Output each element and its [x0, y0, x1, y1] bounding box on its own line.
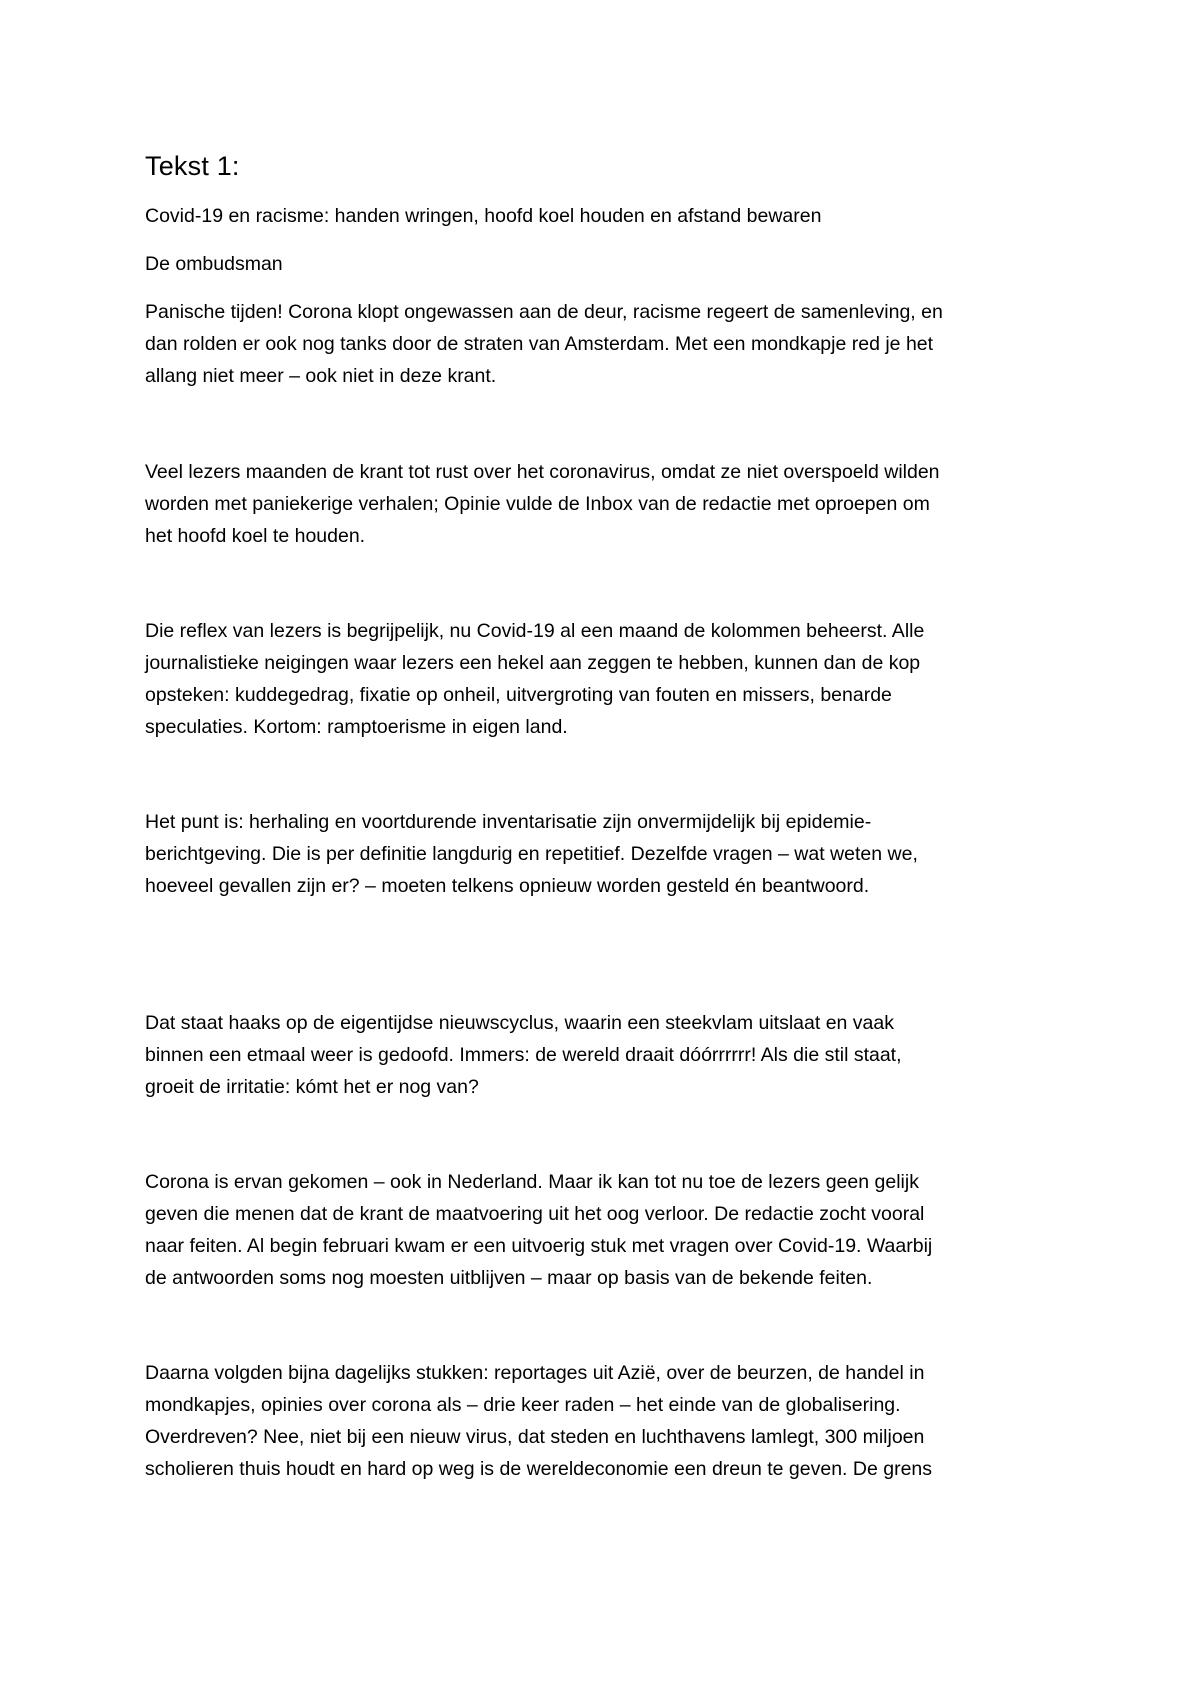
paragraph-line: scholieren thuis houdt en hard op weg is de wereldeconomie een dreun te geven. De grens: [145, 1458, 933, 1480]
paragraph-line: de antwoorden soms nog moesten uitblijven – maar op basis van de bekende feiten.: [145, 1267, 873, 1289]
paragraph-1: [145, 296, 1065, 392]
paragraph-line: mondkapjes, opinies over corona als – drie keer raden – het einde van de globalisering.: [145, 1394, 901, 1416]
paragraph-4: [145, 806, 1065, 902]
paragraph-line: Panische tijden! Corona klopt ongewassen aan de deur, racisme regeert de samenleving, en: [145, 301, 943, 323]
paragraph-3: [145, 615, 1065, 743]
paragraph-line: Daarna volgden bijna dagelijks stukken: reportages uit Azië, over de beurzen, de handel in: [145, 1362, 925, 1384]
paragraph-line: Het punt is: herhaling en voortdurende inventarisatie zijn onvermijdelijk bij epidemie-: [145, 811, 872, 833]
paragraph-2: [145, 456, 1065, 552]
article-author: De ombudsman: [145, 253, 283, 275]
paragraph-line: allang niet meer – ook niet in deze krant.: [145, 365, 497, 387]
paragraph-line: Die reflex van lezers is begrijpelijk, nu Covid-19 al een maand de kolommen beheerst. Alle: [145, 620, 925, 642]
paragraph-7: [145, 1357, 1065, 1485]
document-heading: Tekst 1:: [145, 151, 240, 181]
paragraph-line: worden met paniekerige verhalen; Opinie vulde de Inbox van de redactie met oproepen om: [145, 493, 930, 515]
article-title: Covid-19 en racisme: handen wringen, hoofd koel houden en afstand bewaren: [145, 205, 822, 227]
paragraph-line: naar feiten. Al begin februari kwam er een uitvoerig stuk met vragen over Covid-19. Waarbij: [145, 1235, 933, 1257]
paragraph-line: binnen een etmaal weer is gedoofd. Immers: de wereld draait dóórrrrrr! Als die stil staat,: [145, 1044, 902, 1066]
paragraph-line: opsteken: kuddegedrag, fixatie op onheil, uitvergroting van fouten en missers, benarde: [145, 684, 892, 706]
paragraph-line: Overdreven? Nee, niet bij een nieuw virus, dat steden en luchthavens lamlegt, 300 miljoen: [145, 1426, 925, 1448]
paragraph-line: groeit de irritatie: kómt het er nog van?: [145, 1076, 479, 1098]
paragraph-line: hoeveel gevallen zijn er? – moeten telkens opnieuw worden gesteld én beantwoord.: [145, 875, 870, 897]
paragraph-line: het hoofd koel te houden.: [145, 525, 366, 547]
paragraph-line: journalistieke neigingen waar lezers een hekel aan zeggen te hebben, kunnen dan de kop: [145, 652, 921, 674]
paragraph-line: Dat staat haaks op de eigentijdse nieuwscyclus, waarin een steekvlam uitslaat en vaak: [145, 1012, 894, 1034]
paragraph-5: [145, 1007, 1065, 1103]
paragraph-line: berichtgeving. Die is per definitie langdurig en repetitief. Dezelfde vragen – wat weten we,: [145, 843, 918, 865]
paragraph-line: Corona is ervan gekomen – ook in Nederland. Maar ik kan tot nu toe de lezers geen gelijk: [145, 1171, 919, 1193]
paragraph-line: geven die menen dat de krant de maatvoering uit het oog verloor. De redactie zocht vooral: [145, 1203, 925, 1225]
paragraph-line: dan rolden er ook nog tanks door de straten van Amsterdam. Met een mondkapje red je het: [145, 333, 934, 355]
paragraph-line: speculaties. Kortom: ramptoerisme in eigen land.: [145, 716, 568, 738]
paragraph-6: [145, 1166, 1065, 1294]
paragraph-line: Veel lezers maanden de krant tot rust over het coronavirus, omdat ze niet overspoeld wilden: [145, 461, 940, 483]
document-body: [145, 148, 1065, 1485]
